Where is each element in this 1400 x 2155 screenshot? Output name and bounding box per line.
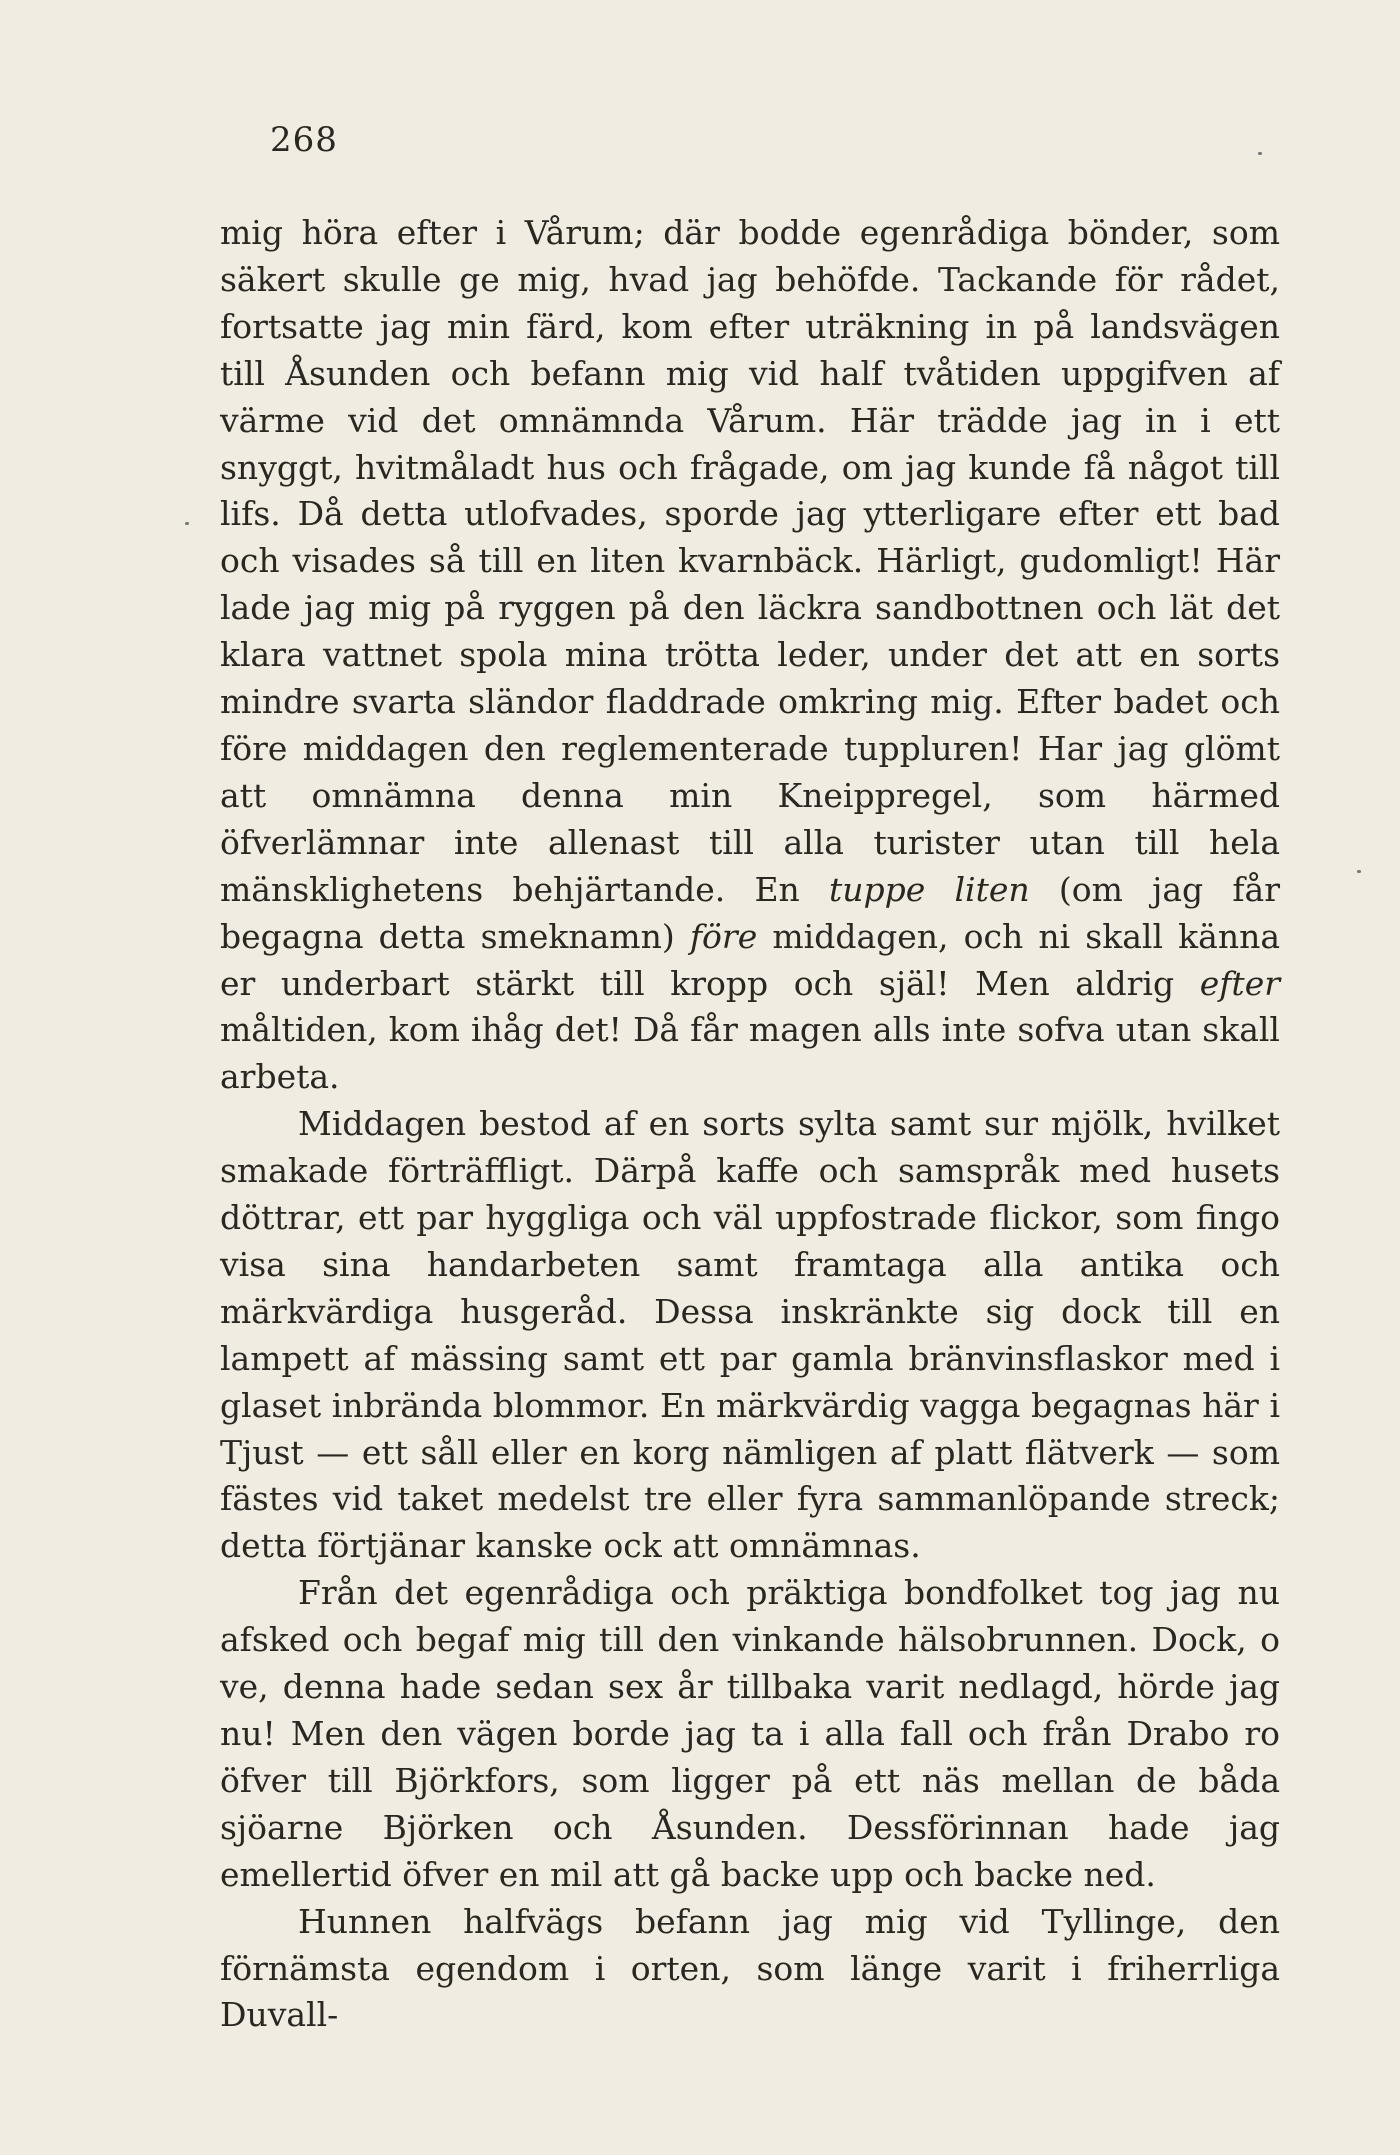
paragraph-1-text-2: (om jag får begagna detta smeknamn): [220, 869, 1280, 956]
italic-phrase-tuppe-liten: tuppe liten: [829, 869, 1030, 909]
paragraph-1-text-3: middagen, och ni skall känna er underbart stärkt till kropp och själ! Men aldrig: [220, 916, 1281, 1003]
page-number: 268: [270, 120, 338, 160]
italic-word-fore: före: [689, 916, 758, 956]
body-text: [220, 210, 1280, 2039]
speck: [1357, 870, 1361, 873]
paragraph-1-text-1: mig höra efter i Vårum; där bodde egenrådiga bönder, som säkert skulle ge mig, hvad jag behöfde. Tackande för rådet, fortsatte jag min färd, kom efter uträkning in på landsvägen till Åsunden och befann mig vid half tvåtiden uppgifven af värme vid det omnämnda Vårum. Här trädde jag in i ett snyggt, hvitmåladt hus och frågade, om jag kunde få något till lifs. Då detta utlofvades, sporde jag ytterligare efter ett bad och visades så till en liten kvarnbäck. Härligt, gudomligt! Här lade jag mig på ryggen på den läckra sandbottnen och lät det klara vattnet spola mina trötta leder, under det att en sorts mindre svarta sländor fladdrade omkring mig. Efter badet och före middagen den reglementerade tuppluren! Har jag glömt att omnämna denna min Kneippregel, som härmed öfverlämnar inte allenast till alla turister utan till hela mänsklighetens behjärtande. En: [220, 213, 1280, 909]
paragraph-2: Middagen bestod af en sorts sylta samt sur mjölk, hvilket smakade förträffligt. Därpå kaffe och samspråk med husets döttrar, ett par hyggliga och väl uppfostrade flickor, som fingo visa sina handarbeten samt framtaga alla antika och märkvärdiga husgeråd. Dessa inskränkte sig dock till en lampett af mässing samt ett par gamla bränvinsflaskor med i glaset inbrända blommor. En märkvärdig vagga begagnas här i Tjust — ett såll eller en korg nämligen af platt flätverk — som fästes vid taket medelst tre eller fyra sammanlöpande streck; detta förtjänar kanske ock att omnämnas.: [220, 1104, 1280, 1566]
paragraph-3: Från det egenrådiga och präktiga bondfolket tog jag nu afsked och begaf mig till den vinkande hälsobrunnen. Dock, o ve, denna hade sedan sex år tillbaka varit nedlagd, hörde jag nu! Men den vägen borde jag ta i alla fall och från Drabo ro öfver till Björkfors, som ligger på ett näs mellan de båda sjöarne Björken och Åsunden. Dessförinnan hade jag emellertid öfver en mil att gå backe upp och backe ned.: [220, 1573, 1280, 1894]
paragraph-1: [220, 210, 1280, 1101]
speck: [185, 522, 189, 525]
italic-word-efter: efter: [1199, 963, 1280, 1003]
speck: [1258, 152, 1262, 155]
paragraph-1-text-4: måltiden, kom ihåg det! Då får magen alls inte sofva utan skall arbeta.: [220, 1010, 1280, 1097]
paragraph-4: Hunnen halfvägs befann jag mig vid Tyllinge, den förnämsta egendom i orten, som länge varit i friherrliga Duvall-: [220, 1901, 1280, 2035]
